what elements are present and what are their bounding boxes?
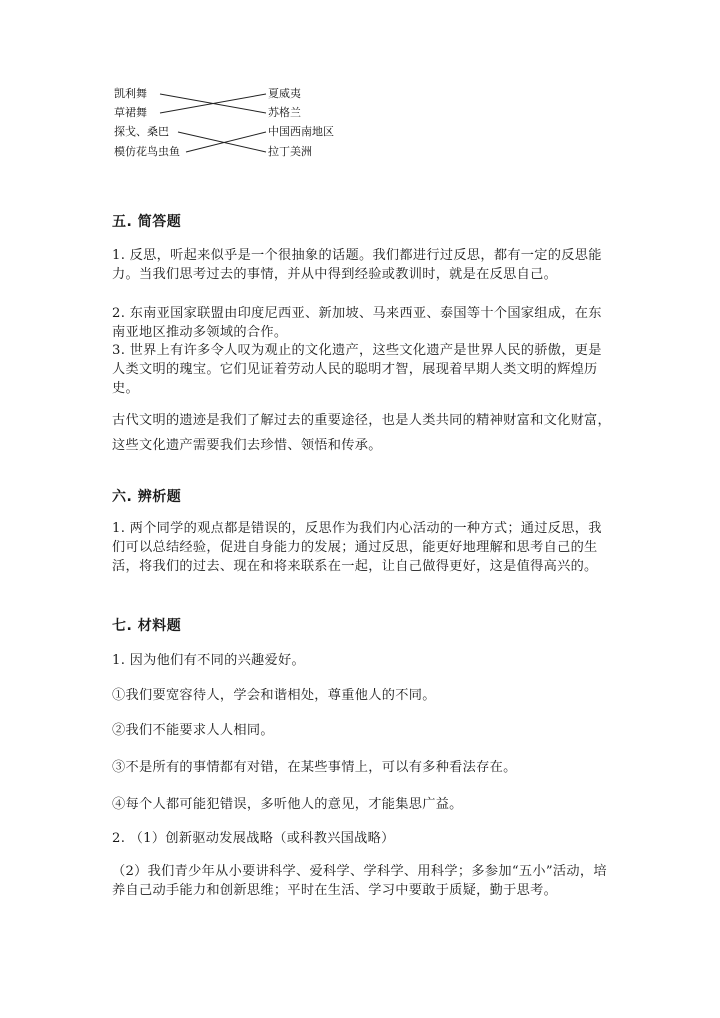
match-left-item: 草裙舞 xyxy=(114,106,147,119)
answer-paragraph: ③不是所有的事情都有对错，在某些事情上，可以有多种看法存在。 xyxy=(112,760,517,775)
answer-paragraph: 1. 两个同学的观点都是错误的，反思作为我们内心活动的一种方式；通过反思，我们可以总结经验，促进自身能力的发展；通过反思，能更好地理解和思考自己的生活，将我们的过去、现在和将来联系在一起，让自己做得更好，这是值得高兴的。 xyxy=(112,521,602,574)
answer-paragraph: ①我们要宽容待人，学会和谐相处，尊重他人的不同。 xyxy=(112,688,436,703)
answer-paragraph: 1. 反思，听起来似乎是一个很抽象的话题。我们都进行过反思，都有一定的反思能力。当我们思考过去的事情，并从中得到经验或教训时，就是在反思自己。 xyxy=(112,248,602,282)
answer-paragraph: 2. （1）创新驱动发展战略（或科教兴国战略） xyxy=(112,831,395,846)
match-right-item: 中国西南地区 xyxy=(268,125,334,138)
section-title: 七. 材料题 xyxy=(112,618,182,634)
section-title: 六. 辨析题 xyxy=(112,489,182,505)
match-right-item: 夏威夷 xyxy=(268,87,301,100)
match-left-item: 模仿花鸟虫鱼 xyxy=(114,145,180,158)
matching-diagram xyxy=(112,84,352,164)
answer-paragraph: ④每个人都可能犯错误，多听他人的意见，才能集思广益。 xyxy=(112,797,463,812)
match-right-item: 拉丁美洲 xyxy=(268,145,312,158)
match-left-item: 凯利舞 xyxy=(114,87,147,100)
answer-paragraph: 1. 因为他们有不同的兴趣爱好。 xyxy=(112,653,306,668)
answer-paragraph: ②我们不能要求人人相同。 xyxy=(112,723,274,738)
answer-paragraph: 2. 东南亚国家联盟由印度尼西亚、新加坡、马来西亚、泰国等十个国家组成，在东南亚地区推动多领域的合作。 xyxy=(112,306,602,340)
match-left-item: 探戈、桑巴 xyxy=(114,125,169,138)
answer-paragraph: 古代文明的遗迹是我们了解过去的重要途径，也是人类共同的精神财富和文化财富，这些文化遗产需要我们去珍惜、领悟和传承。 xyxy=(112,413,612,453)
answer-paragraph: 3. 世界上有许多令人叹为观止的文化遗产，这些文化遗产是世界人民的骄傲，更是人类文明的瑰宝。它们见证着劳动人民的聪明才智，展现着早期人类文明的辉煌历史。 xyxy=(112,343,602,396)
match-right-item: 苏格兰 xyxy=(268,106,301,119)
answer-paragraph: （2）我们青少年从小要讲科学、爱科学、学科学、用科学；多参加“五小”活动，培养自己动手能力和创新思维；平时在生活、学习中要敢于质疑，勤于思考。 xyxy=(112,864,607,898)
section-title: 五. 简答题 xyxy=(112,214,182,230)
